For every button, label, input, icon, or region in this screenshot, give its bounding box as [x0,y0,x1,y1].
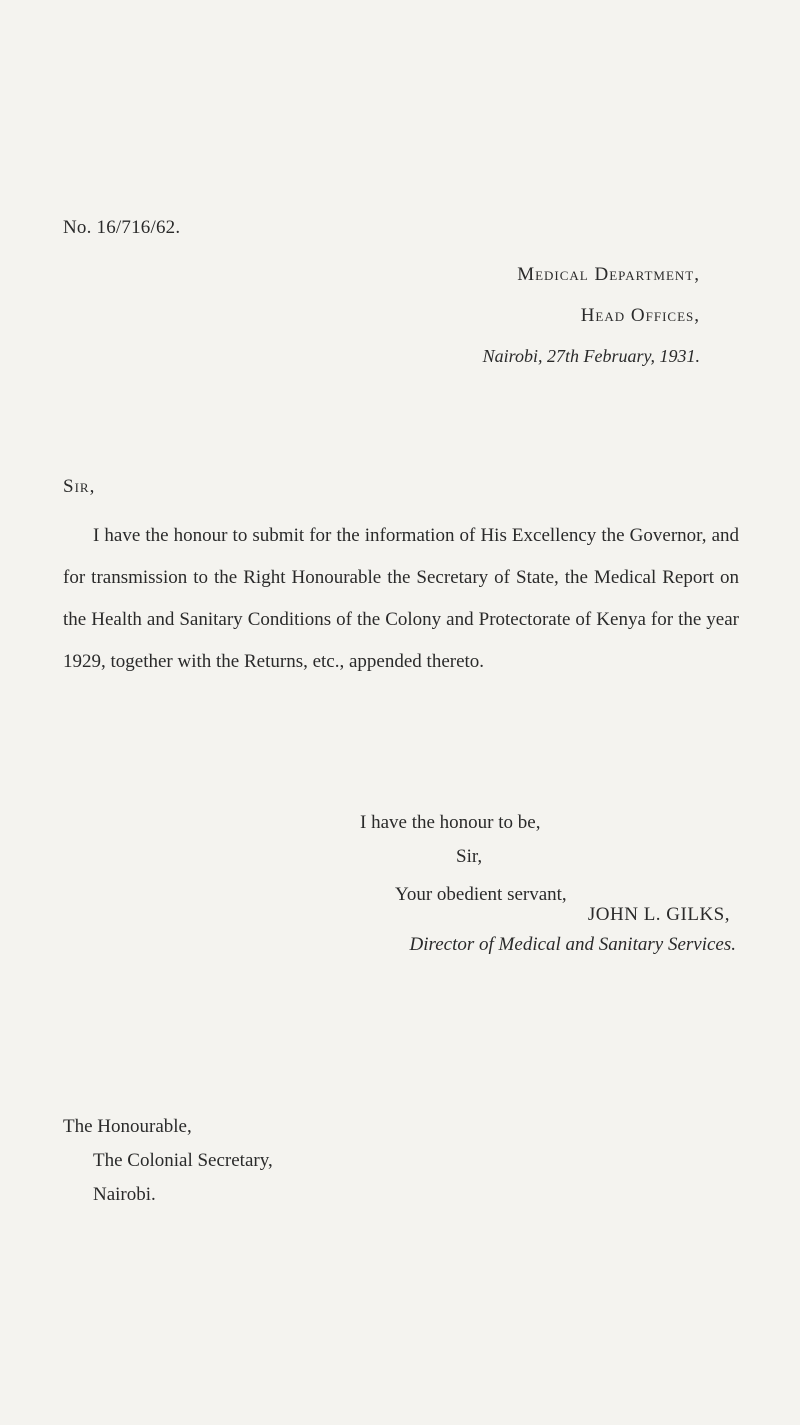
letter-body: I have the honour to submit for the information of His Excellency the Governor, and for transmission to the Right Honourable the Secretary of State, the Medical Report on the Health and Sanitary Conditions of the Colony and Protectorate of Kenya for the year 1929, together with the Returns, etc., appended thereto. [63,525,739,672]
signatory-name: JOHN L. GILKS, [587,904,730,925]
sender-place-date: Nairobi, 27th February, 1931. [482,346,700,366]
addressee-line-1: The Honourable, [63,1116,192,1137]
signatory-title: Director of Medical and Sanitary Services. [409,934,736,955]
closing-line-1: I have the honour to be, [360,812,541,833]
closing-line-2: Sir, [456,846,483,867]
reference-number: No. 16/716/62. [63,217,181,238]
signature-block [410,900,736,960]
closing-line-3: Your obedient servant, [395,884,567,905]
sender-office: Head Offices, [580,305,700,326]
addressee-line-2: The Colonial Secretary, [93,1150,273,1171]
sender-block [483,254,700,377]
salutation: Sir, [63,476,96,497]
sender-department: Medical Department, [517,264,700,285]
addressee-block [63,1110,273,1212]
addressee-line-3: Nairobi. [93,1184,156,1205]
